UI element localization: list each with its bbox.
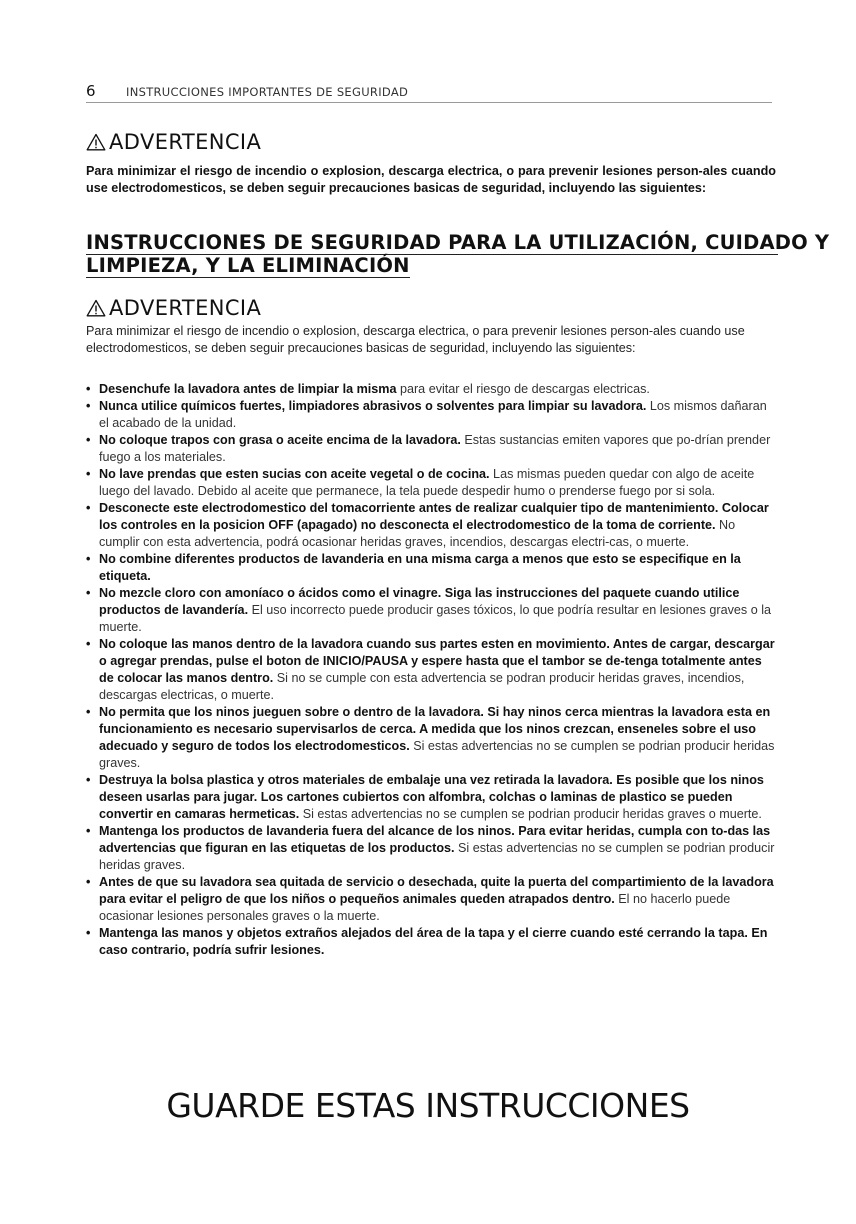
bullet-light-text: Si estas advertencias no se cumplen se podrian producir heridas graves. xyxy=(99,841,775,872)
bullet-light-text: Las mismas pueden quedar con algo de aceite luego del lavado. Debido al aceite que permanece, la tela puede despedir humo o prenderse fuego por si sola. xyxy=(99,467,755,498)
warning-triangle-icon xyxy=(86,133,106,151)
warning-heading-text: ADVERTENCIA xyxy=(109,130,262,154)
list-item xyxy=(86,636,776,704)
bullet-light-text: Los mismos dañaran el acabado de la unidad. xyxy=(99,399,767,430)
list-item xyxy=(86,432,776,466)
safety-bullet-list xyxy=(86,381,776,959)
list-item xyxy=(86,466,776,500)
bullet-bold-text: Destruya la bolsa plastica y otros materiales de embalaje una vez retirada la lavadora. Es posible que los ninos deseen usarlas para jugar. Los cartones cubiertos con alfombra, colchas o laminas de plastico se pueden convertir en camaras hermeticas. xyxy=(99,773,764,821)
warning-heading-2 xyxy=(86,296,261,320)
bullet-bold-text: Mantenga los productos de lavanderia fuera del alcance de los ninos. Para evitar heridas, cumpla con to-das las advertencias que figuran en las etiquetas de los productos. xyxy=(99,824,771,855)
bullet-light-text: No cumplir con esta advertencia, podrá ocasionar heridas graves, incendios, descargas electri-cas, o muerte. xyxy=(99,518,736,549)
bullet-bold-text: No combine diferentes productos de lavanderia en una misma carga a menos que esto se especifique en la etiqueta. xyxy=(99,552,741,583)
bullet-bold-text: Nunca utilice químicos fuertes, limpiadores abrasivos o solventes para limpiar su lavadora. xyxy=(99,399,647,413)
bullet-light-text: Si estas advertencias no se cumplen se podrian producir heridas graves. xyxy=(99,739,775,770)
warning-text-2: Para minimizar el riesgo de incendio o explosion, descarga electrica, o para prevenir lesiones person-ales cuando use electrodomesticos, se deben seguir precauciones basicas de seguridad, incluyendo las siguientes: xyxy=(86,324,745,355)
bullet-light-text: El no hacerlo puede ocasionar lesiones personales graves o la muerte. xyxy=(99,892,731,923)
list-item xyxy=(86,551,776,585)
bullet-bold-text: Mantenga las manos y objetos extraños alejados del área de la tapa y el cierre cuando esté cerrando la tapa. En caso contrario, podría sufrir lesiones. xyxy=(99,926,768,957)
header-title: INSTRUCCIONES IMPORTANTES DE SEGURIDAD xyxy=(126,85,409,99)
section-title-line-2: LIMPIEZA, Y LA ELIMINACIÓN xyxy=(86,254,410,277)
bullet-bold-text: Desenchufe la lavadora antes de limpiar la misma xyxy=(99,382,397,396)
list-item xyxy=(86,585,776,636)
list-item xyxy=(86,874,776,925)
list-item xyxy=(86,500,776,551)
bullet-light-text: Estas sustancias emiten vapores que po-drían prender fuego a los materiales. xyxy=(99,433,771,464)
bullet-bold-text: No mezcle cloro con amoníaco o ácidos como el vinagre. Siga las instrucciones del paquete cuando utilice productos de lavandería. xyxy=(99,586,740,617)
bullet-light-text: Si estas advertencias no se cumplen se podrian producir heridas graves o muerte. xyxy=(299,807,762,821)
list-item xyxy=(86,398,776,432)
bullet-light-text: para evitar el riesgo de descargas electricas. xyxy=(396,382,650,396)
bullet-bold-text: No permita que los ninos jueguen sobre o dentro de la lavadora. Si hay ninos cerca mientras la lavadora esta en funcionamiento es necesario supervisarlos de cerca. A medida que los ninos crezcan, enseneles sobre el uso adecuado y seguro de todos los electrodomesticos. xyxy=(99,705,771,753)
bullet-bold-text: No coloque trapos con grasa o aceite encima de la lavadora. xyxy=(99,433,461,447)
list-item xyxy=(86,772,776,823)
warning-triangle-icon xyxy=(86,299,106,317)
list-item xyxy=(86,925,776,959)
bullet-bold-text: No coloque las manos dentro de la lavadora cuando sus partes esten en movimiento. Antes de cargar, descargar o agregar prendas, pulse el boton de INICIO/PAUSA y espere hasta que el tambor se de-tenga totalmente antes de colocar las manos dentro. xyxy=(99,637,775,685)
page-header xyxy=(86,80,772,103)
list-item xyxy=(86,704,776,772)
warning-text-1: Para minimizar el riesgo de incendio o explosion, descarga electrica, o para prevenir lesiones person-ales cuando use electrodomesticos, se deben seguir precauciones basicas de seguridad, incluyendo las siguientes: xyxy=(86,164,776,195)
page-number: 6 xyxy=(86,82,96,100)
warning-heading-text: ADVERTENCIA xyxy=(109,296,262,320)
section-title xyxy=(86,231,830,278)
section-title-line-1: INSTRUCCIONES DE SEGURIDAD PARA LA UTILIZACIÓN, CUIDADO Y xyxy=(86,231,830,254)
bullet-bold-text: Desconecte este electrodomestico del tomacorriente antes de realizar cualquier tipo de mantenimiento. Colocar los controles en la posicion OFF (apagado) no desconecta el electrodomestico de la toma de corriente. xyxy=(99,501,769,532)
bullet-light-text: El uso incorrecto puede producir gases tóxicos, lo que podría resultar en lesiones graves o la muerte. xyxy=(99,603,772,634)
list-item xyxy=(86,381,776,398)
warning-heading-1 xyxy=(86,130,261,154)
bullet-light-text: Si no se cumple con esta advertencia se podran producir heridas graves, incendios, descargas electricas, o muerte. xyxy=(99,671,745,702)
list-item xyxy=(86,823,776,874)
bullet-bold-text: No lave prendas que esten sucias con aceite vegetal o de cocina. xyxy=(99,467,490,481)
bullet-bold-text: Antes de que su lavadora sea quitada de servicio o desechada, quite la puerta del compartimiento de la lavadora para evitar el peligro de que los niños o pequeños animales queden atrapados dentro. xyxy=(99,875,774,906)
footer-title: GUARDE ESTAS INSTRUCCIONES xyxy=(166,1086,690,1125)
